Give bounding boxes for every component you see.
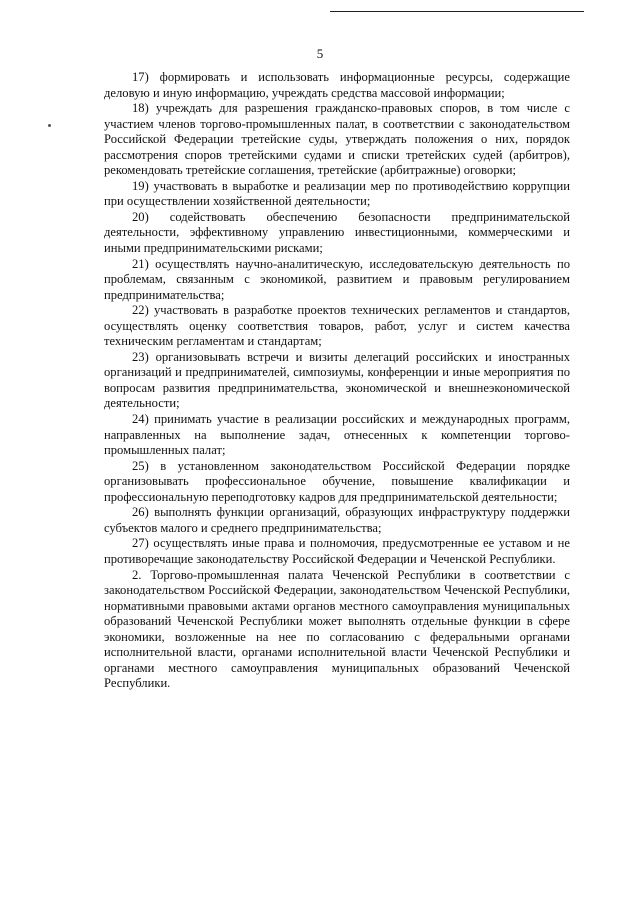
paragraph-item-21: 21) осуществлять научно-аналитическую, исследовательскую деятельность по проблемам, связанным с экономикой, развитием и правовым регулированием предпринимательства; (104, 256, 570, 302)
margin-mark (48, 124, 51, 127)
paragraph-item-25: 25) в установленном законодательством Российской Федерации порядке организовывать профессиональное обучение, повышение квалификации и профессиональную переподготовку кадров для предпринимательской деятельности; (104, 458, 570, 504)
paragraph-item-20: 20) содействовать обеспечению безопасности предпринимательской деятельности, эффективному управлению инвестиционными, коммерческими и иными предпринимательскими рисками; (104, 209, 570, 256)
top-rule (330, 11, 584, 12)
paragraph-section-2: 2. Торгово-промышленная палата Чеченской Республики в соответствии с законодательством Российской Федерации, законодательством Чеченской Республики, нормативными правовыми актами органов местного самоуправления муниципальных образований Чеченской Республики может выполнять отдельные функции в сфере экономики, возложенные на нее по согласованию с федеральными органами исполнительной власти, органами исполнительной власти Чеченской Республики и органами местного самоуправления муниципальных образований Чеченской Республики. (104, 567, 570, 691)
paragraph-item-17: 17) формировать и использовать информационные ресурсы, содержащие деловую и иную информацию, учреждать средства массовой информации; (104, 70, 570, 100)
paragraph-item-26: 26) выполнять функции организаций, образующих инфраструктуру поддержки субъектов малого и среднего предпринимательства; (104, 505, 570, 535)
paragraph-item-19: 19) участвовать в выработке и реализации мер по противодействию коррупции при осуществлении хозяйственной деятельности; (104, 178, 570, 209)
page-number: 5 (316, 46, 324, 61)
document-body (104, 70, 570, 692)
paragraph-item-24: 24) принимать участие в реализации российских и международных программ, направленных на выполнение задач, отнесенных к компетенции торгово-промышленных палат; (104, 412, 570, 458)
paragraph-item-23: 23) организовывать встречи и визиты делегаций российских и иностранных организаций и предпринимателей, симпозиумы, конференции и иные мероприятия по вопросам развития предпринимательства, экономической и внешнеэкономической деятельности; (104, 349, 570, 411)
paragraph-item-18: 18) учреждать для разрешения гражданско-правовых споров, в том числе с участием членов торгово-промышленных палат, в соответствии с законодательством Российской Федерации третейские суды, утверждать положения о них, порядок рассмотрения споров третейскими судами и списки третейских судей (арбитров), рекомендовать третейские соглашения, третейские (арбитражные) оговорки; (104, 101, 570, 178)
paragraph-item-27: 27) осуществлять иные права и полномочия, предусмотренные ее уставом и не противоречащие законодательству Российской Федерации и Чеченской Республики. (104, 536, 570, 566)
paragraph-item-22: 22) участвовать в разработке проектов технических регламентов и стандартов, осуществлять оценку соответствия товаров, работ, услуг и систем качества техническим регламентам и стандартам; (104, 303, 570, 349)
